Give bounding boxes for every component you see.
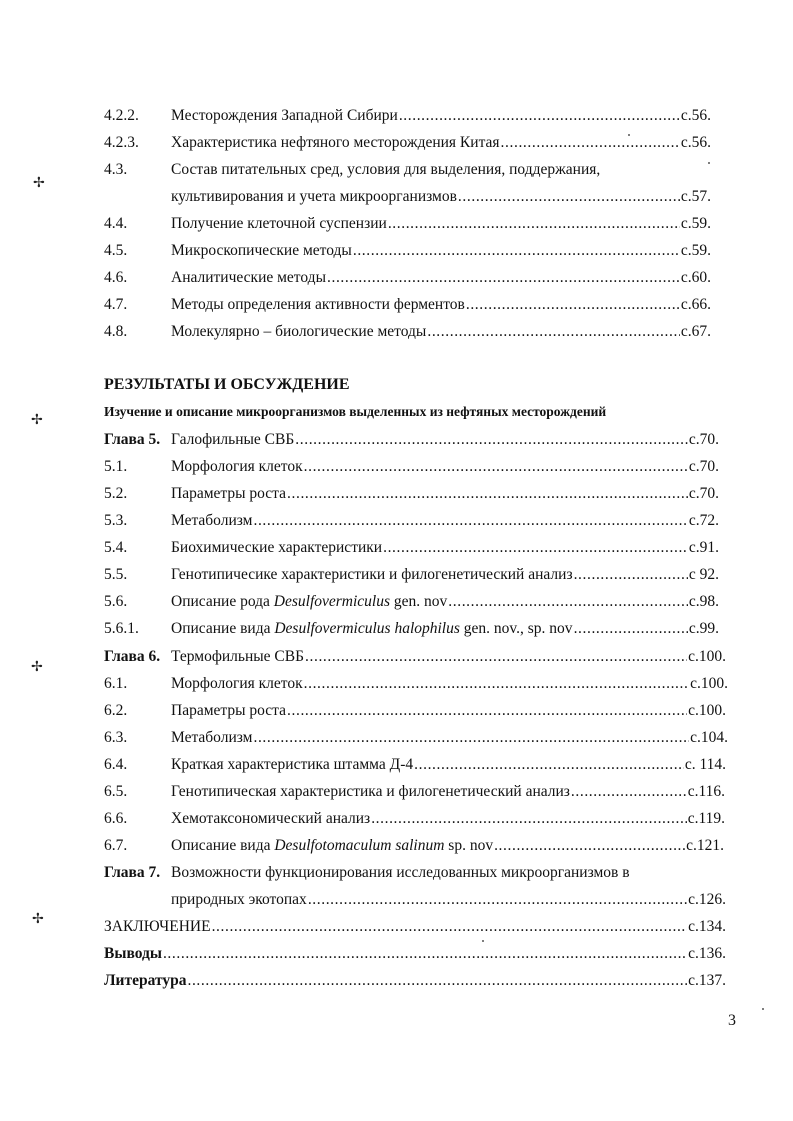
toc-entry: [0, 239, 793, 263]
dot-leader: [383, 536, 688, 560]
dot-leader: [304, 455, 688, 479]
toc-entry-number: 6.5.: [104, 783, 128, 800]
scan-speck: [482, 940, 484, 942]
chapter-entry: [0, 861, 793, 885]
scan-mark-icon: ✢: [31, 413, 43, 428]
dot-leader: [501, 131, 680, 155]
chapter-title: Термофильные СВБ: [171, 648, 305, 665]
toc-entry-page: с.98.: [688, 593, 719, 610]
dot-leader: [163, 942, 687, 966]
toc-entry-number: 6.7.: [104, 837, 128, 854]
title-prefix: Описание рода: [171, 593, 274, 610]
chapter-page: с.70.: [688, 431, 719, 448]
toc-entry-number: 4.2.3.: [104, 134, 139, 151]
dot-leader: [399, 104, 680, 128]
toc-entry-number: 4.7.: [104, 296, 128, 313]
toc-entry-number: 6.3.: [104, 729, 128, 746]
toc-entry-title-line1: Состав питательных сред, условия для выделения, поддержания,: [171, 161, 601, 178]
dot-leader: [305, 645, 687, 669]
toc-entry-title: Биохимические характеристики: [171, 539, 383, 556]
page-number: 3: [728, 1012, 736, 1029]
toc-entry-page: с.104.: [690, 729, 728, 746]
chapter-entry-continuation: [0, 888, 793, 912]
toc-entry: [0, 212, 793, 236]
dot-leader: [458, 185, 680, 209]
toc-entry-title: Получение клеточной суспензии: [171, 215, 387, 232]
toc-entry-page: с. 114.: [684, 756, 726, 773]
toc-entry-title: Параметры роста: [171, 702, 287, 719]
toc-entry-title: Микроскопические методы: [171, 242, 352, 259]
toc-entry-page: с.136.: [688, 945, 726, 962]
toc-entry-number: 5.5.: [104, 566, 128, 583]
toc-entry-title: Хемотаксономический анализ: [171, 810, 371, 827]
chapter-page: с.126.: [688, 891, 726, 908]
toc-entry: [0, 590, 793, 614]
dot-leader: [353, 239, 680, 263]
toc-entry: [0, 807, 793, 831]
scan-mark-icon: ✢: [31, 660, 43, 675]
dot-leader: [253, 509, 687, 533]
scan-speck: [762, 1008, 764, 1010]
dot-leader: [212, 915, 688, 939]
scan-speck: [708, 162, 710, 164]
toc-entry: [0, 158, 793, 182]
scan-mark-icon: ✢: [33, 176, 45, 191]
toc-entry: [0, 726, 793, 750]
section-subheading: Изучение и описание микроорганизмов выделенных из нефтяных месторождений: [104, 404, 607, 419]
toc-entry-page: с.119.: [687, 810, 725, 827]
toc-entry-number: 5.6.: [104, 593, 128, 610]
toc-entry-page: с.91.: [688, 539, 719, 556]
taxon-name: Desulfovermiculus halophilus: [274, 620, 460, 637]
toc-entry: [0, 104, 793, 128]
toc-entry-page: с.60.: [680, 269, 711, 286]
toc-entry-title: Литература: [104, 972, 187, 989]
taxon-name: Desulfotomaculum salinum: [274, 837, 445, 854]
toc-entry-number: 5.2.: [104, 485, 128, 502]
toc-entry: [0, 482, 793, 506]
toc-entry-title: [171, 590, 447, 614]
toc-entry-page: с.72.: [688, 512, 719, 529]
chapter-label: Глава 7.: [104, 864, 161, 881]
taxon-name: Desulfovermiculus: [273, 593, 391, 610]
title-suffix: sp. nov: [444, 837, 494, 854]
toc-entry-page: с.100.: [688, 702, 726, 719]
toc-entry-number: 5.1.: [104, 458, 128, 475]
toc-entry: [0, 131, 793, 155]
toc-entry-title: Месторождения Западной Сибири: [171, 107, 398, 124]
chapter-title: Галофильные СВБ: [171, 431, 295, 448]
toc-entry-number: 5.3.: [104, 512, 128, 529]
toc-entry-conclusion: [0, 915, 793, 939]
toc-entry-title: Генотипическая характеристика и филогенетический анализ: [171, 783, 570, 800]
toc-entry-title: Генотипичесике характеристики и филогенетический анализ: [171, 566, 573, 583]
toc-entry: [0, 699, 793, 723]
title-suffix: gen. nov., sp. nov: [459, 620, 573, 637]
toc-entry-page: с.59.: [680, 242, 711, 259]
toc-entry-page: с.59.: [680, 215, 711, 232]
toc-entry-title: [171, 617, 573, 641]
toc-entry-page: с.66.: [680, 296, 711, 313]
toc-entry-title: Метаболизм: [171, 512, 253, 529]
toc-entry: [0, 536, 793, 560]
title-suffix: gen. nov: [390, 593, 448, 610]
toc-entry-page: с.100.: [690, 675, 728, 692]
dot-leader: [494, 834, 685, 858]
scan-mark-icon: ✢: [32, 912, 44, 927]
dot-leader: [448, 590, 688, 614]
dot-leader: [414, 753, 684, 777]
toc-entry-page: с.70.: [688, 458, 719, 475]
toc-entry: [0, 753, 793, 777]
toc-entry-title: Методы определения активности ферментов: [171, 296, 465, 313]
toc-entry: [0, 266, 793, 290]
dot-leader: [371, 807, 687, 831]
toc-entry-number: 4.2.2.: [104, 107, 139, 124]
dot-leader: [187, 969, 687, 993]
toc-entry-page: с.57.: [680, 188, 711, 205]
toc-entry-continuation: [0, 185, 793, 209]
toc-entry: [0, 293, 793, 317]
toc-entry-page: с.137.: [688, 972, 726, 989]
toc-entry-page: с.99.: [688, 620, 719, 637]
toc-entry-title: Морфология клеток: [171, 675, 303, 692]
scan-speck: [628, 134, 630, 136]
title-prefix: Описание вида: [171, 620, 275, 637]
toc-entry: [0, 563, 793, 587]
toc-entry-number: 5.6.1.: [104, 620, 139, 637]
toc-entry-page: с.134.: [688, 918, 726, 935]
toc-entry-number: 6.2.: [104, 702, 128, 719]
toc-entry-number: 6.1.: [104, 675, 128, 692]
toc-entry: [0, 320, 793, 344]
dot-leader: [574, 617, 688, 641]
toc-entry-title: Параметры роста: [171, 485, 287, 502]
toc-entry-literature: [0, 969, 793, 993]
dot-leader: [574, 563, 688, 587]
toc-entry-title: Молекулярно – биологические методы: [171, 323, 427, 340]
toc-entry-title: ЗАКЛЮЧЕНИЕ: [104, 918, 211, 935]
dot-leader: [287, 482, 688, 506]
dot-leader: [295, 428, 688, 452]
toc-entry-number: 4.5.: [104, 242, 128, 259]
title-prefix: Описание вида: [171, 837, 275, 854]
toc-entry: [0, 617, 793, 641]
toc-entry-title: Морфология клеток: [171, 458, 303, 475]
chapter-page: с.100.: [688, 648, 726, 665]
toc-entry-number: 4.4.: [104, 215, 128, 232]
toc-entry-page: с.56.: [680, 107, 711, 124]
dot-leader: [308, 888, 687, 912]
toc-entry: [0, 834, 793, 858]
chapter-label: Глава 5.: [104, 431, 161, 448]
dot-leader: [388, 212, 680, 236]
dot-leader: [287, 699, 687, 723]
chapter-title-line1: Возможности функционирования исследованных микроорганизмов в: [171, 864, 630, 881]
toc-entry-title: культивирования и учета микроорганизмов: [171, 188, 457, 205]
toc-entry: [0, 509, 793, 533]
toc-entry-number: 6.6.: [104, 810, 128, 827]
toc-entry: [0, 672, 793, 696]
toc-entry: [0, 455, 793, 479]
toc-entry-number: 5.4.: [104, 539, 128, 556]
toc-entry-number: 4.6.: [104, 269, 128, 286]
toc-entry-number: 4.3.: [104, 161, 128, 178]
chapter-entry: [0, 428, 793, 452]
toc-entry-title: Аналитические методы: [171, 269, 326, 286]
toc-entry-title: Краткая характеристика штамма Д-4: [171, 756, 414, 773]
toc-entry-page: с.70.: [688, 485, 719, 502]
dot-leader: [466, 293, 680, 317]
toc-entry-title: Характеристика нефтяного месторождения Китая: [171, 134, 500, 151]
toc-entry-page: с.67.: [680, 323, 711, 340]
dot-leader: [571, 780, 687, 804]
chapter-entry: [0, 645, 793, 669]
dot-leader: [304, 672, 689, 696]
toc-entry-title: Выводы: [104, 945, 162, 962]
toc-entry-page: с.56.: [680, 134, 711, 151]
toc-entry: [0, 780, 793, 804]
toc-entry-page: с.121.: [686, 837, 724, 854]
toc-entry-page: с 92.: [688, 566, 719, 583]
dot-leader: [253, 726, 689, 750]
chapter-label: Глава 6.: [104, 648, 161, 665]
dot-leader: [327, 266, 680, 290]
toc-entry-title: Метаболизм: [171, 729, 253, 746]
toc-entry-page: с.116.: [687, 783, 725, 800]
toc-entry-conclusions: [0, 942, 793, 966]
toc-entry-title: [171, 834, 493, 858]
chapter-title: природных экотопах: [171, 891, 307, 908]
dot-leader: [427, 320, 680, 344]
toc-entry-number: 4.8.: [104, 323, 128, 340]
section-heading: РЕЗУЛЬТАТЫ И ОБСУЖДЕНИЕ: [104, 376, 350, 393]
toc-entry-number: 6.4.: [104, 756, 128, 773]
